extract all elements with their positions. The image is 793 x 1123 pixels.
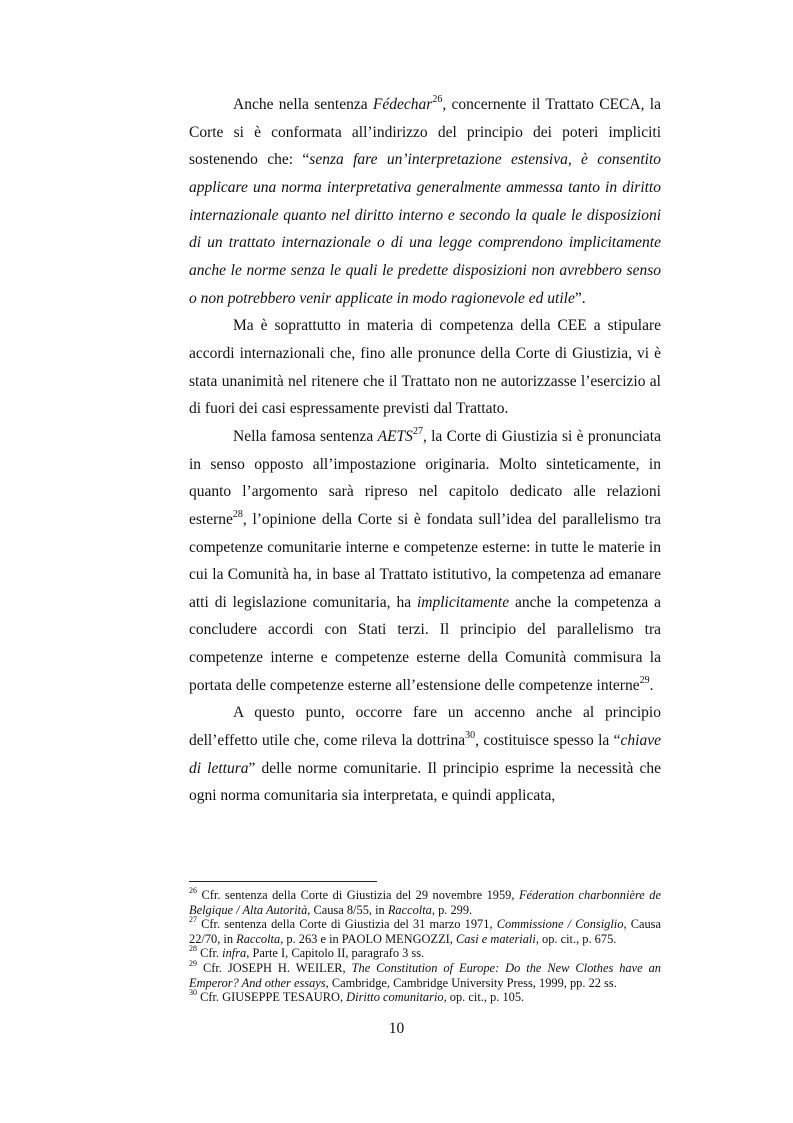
text-span: , p. 263 e in PAOLO MENGOZZI, xyxy=(280,931,456,946)
footnote-number: 27 xyxy=(189,915,197,925)
case-name: AETS xyxy=(377,427,413,445)
emphasis: implicitamente xyxy=(417,593,510,611)
text-span: , Causa 22/70, in xyxy=(189,917,661,946)
text-span: , op. cit., p. 675. xyxy=(535,931,617,946)
footnote-ref: 29 xyxy=(639,674,650,686)
text-span: Cfr. GIUSEPPE TESAURO, xyxy=(197,990,347,1005)
text-span: , Cambridge, Cambridge University Press, 1999, pp. 22 ss. xyxy=(325,975,617,990)
text-span: , l’opinione della Corte si è fondata sull’idea del parallelismo tra competenze comunitarie interne e competenze esterne: in tutte le materie in cui la Comunità ha, in base al Trattato istitutivo, la competenza ad emanare atti di legislazione comunitaria, ha xyxy=(189,510,661,611)
footnote-30 xyxy=(189,990,661,1005)
paragraph-effetto-utile xyxy=(189,699,661,810)
footnote-number: 26 xyxy=(189,885,197,895)
text-span: ” delle norme comunitarie. Il principio esprime la necessità che ogni norma comunitaria sia interpretata, e quindi applicata, xyxy=(189,759,661,805)
case-title: Féderation charbonnière de Belgique / Alta Autorità xyxy=(189,888,661,917)
footnote-26 xyxy=(189,885,661,917)
paragraph-aets xyxy=(189,423,661,700)
text-span: Cfr. sentenza della Corte di Giustizia del 31 marzo 1971, xyxy=(197,917,497,932)
footnote-number: 29 xyxy=(189,958,197,968)
text-span: Anche nella sentenza xyxy=(233,96,373,113)
emphasis: infra xyxy=(222,946,247,961)
body-text xyxy=(189,91,661,810)
case-name: Fédechar xyxy=(372,96,433,113)
text-span: Cfr. sentenza della Corte di Giustizia del 29 novembre 1959, xyxy=(197,888,519,902)
footnote-28 xyxy=(189,946,661,961)
footnote-ref: 28 xyxy=(232,508,243,520)
paragraph-fedechar xyxy=(189,91,661,312)
footnote-number: 28 xyxy=(189,944,197,954)
text-span: , Parte I, Capitolo II, paragrafo 3 ss. xyxy=(246,946,425,961)
book-title: The Constitution of Europe: Do the New Clothes have an Emperor? And other essays xyxy=(189,960,661,990)
footnote-ref: 30 xyxy=(465,729,476,741)
source-title: Raccolta xyxy=(236,931,281,946)
text-span: A questo punto, occorre fare un accenno anche al principio dell’effetto utile che, come rileva la dottrina xyxy=(189,704,661,750)
footnotes xyxy=(189,885,661,1005)
text-span: Cfr. JOSEPH H. WEILER, xyxy=(197,960,352,975)
text-span: , costituisce spesso la “ xyxy=(475,732,621,750)
footnote-29 xyxy=(189,958,661,990)
text-span: , p. 299. xyxy=(431,902,473,917)
text-span: , Causa 8/55, in xyxy=(307,902,388,917)
source-title: Raccolta xyxy=(387,902,432,917)
text-span: , la Corte di Giustizia si è pronunciata in senso opposto all’impostazione originaria. Molto sinteticamente, in quanto l’argomento sarà ripreso nel capitolo dedicato alle relazioni esterne xyxy=(189,427,661,528)
footnote-ref: 27 xyxy=(412,425,423,437)
page-number: 10 xyxy=(388,1020,405,1037)
book-title: Casi e materiali xyxy=(455,931,536,946)
paragraph-cee-competence: Ma è soprattutto in materia di competenza della CEE a stipulare accordi internazionali che, fino alle pronunce della Corte di Giustizia, vi è stata unanimità nel ritenere che il Trattato non ne autorizzasse l’esercizio al di fuori dei casi espressamente previsti dal Trattato. xyxy=(189,317,661,418)
footnote-27 xyxy=(189,917,661,946)
footnote-number: 30 xyxy=(189,988,197,998)
text-span: anche la competenza a concludere accordi con Stati terzi. Il principio del parallelismo tra competenze interne e competenze esterne della Comunità commisura la portata delle competenze esterne all’estensione delle competenze interne xyxy=(189,593,662,694)
text-span: , op. cit., p. 105. xyxy=(443,990,525,1005)
court-quote: senza fare un’interpretazione estensiva, è consentito applicare una norma interpretativa generalmente ammessa tanto in diritto internazionale quanto nel diritto interno e secondo la quale le disposizioni di un trattato internazionale o di una legge comprendono implicitamente anche le norme senza le quali le predette disposizioni non avrebbero senso o non potrebbero venir applicate in modo ragionevole ed utile xyxy=(189,151,661,307)
emphasis: chiave di lettura xyxy=(189,732,661,777)
text-span: ”. xyxy=(574,289,586,307)
footnote-ref: 26 xyxy=(432,93,443,105)
text-span: . xyxy=(649,676,654,694)
footnote-separator xyxy=(189,881,377,882)
text-span: Cfr. xyxy=(197,946,223,961)
book-title: Diritto comunitario xyxy=(346,990,444,1005)
text-span: , concernente il Trattato CECA, la Corte si è conformata all’indirizzo del principio dei poteri impliciti sostenendo che: “ xyxy=(189,96,661,169)
text-span: Nella famosa sentenza xyxy=(233,427,378,445)
case-title: Commissione / Consiglio xyxy=(496,917,624,932)
